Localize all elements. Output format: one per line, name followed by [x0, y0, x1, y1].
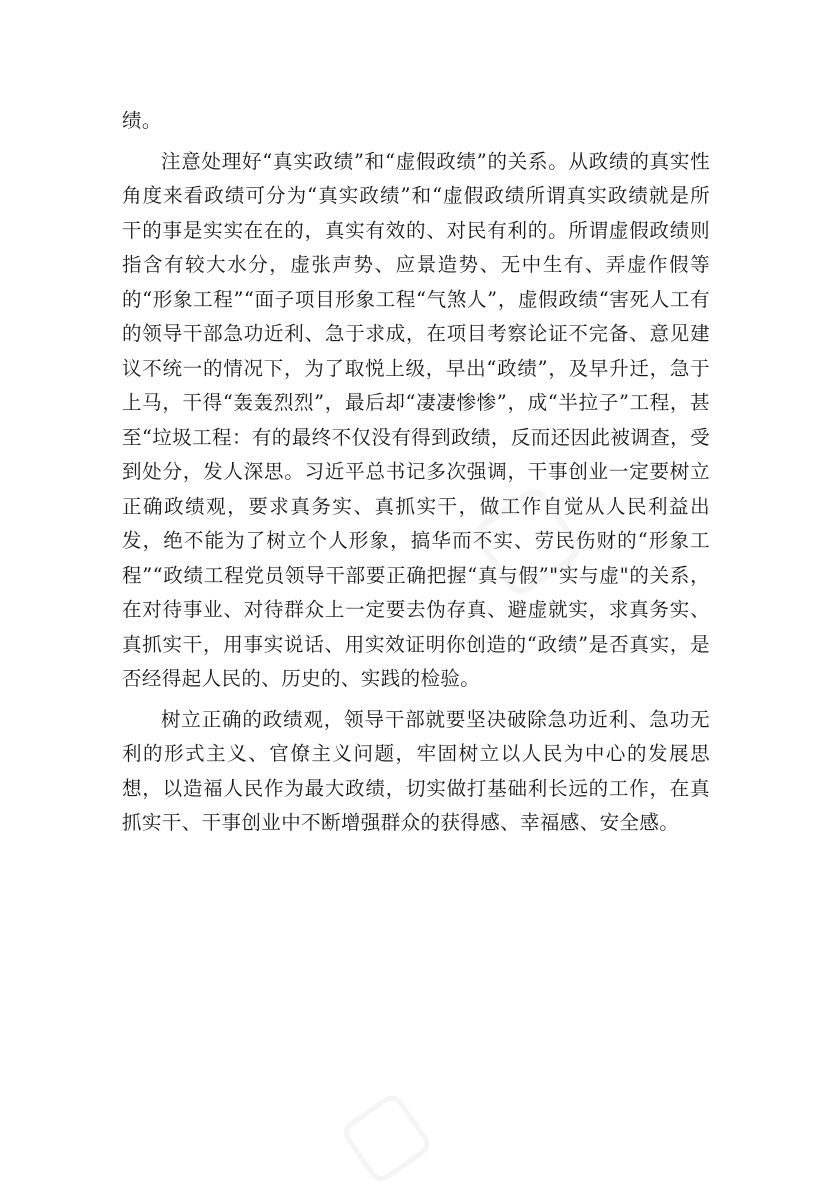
watermark-logo-bottom: ▢ [317, 1065, 448, 1200]
paragraph-real-vs-fake: 注意处理好“真实政绩”和“虚假政绩”的关系。从政绩的真实性角度来看政绩可分为“真实政绩”和“虚假政绩所谓真实政绩就是所干的事是实实在在的，真实有效的、对民有利的。所谓虚假政绩则指含有较大水分，虚张声势、应景造势、无中生有、弄虚作假等的“形象工程”“面子项目形象工程“气煞人”，虚假政绩“害死人工有的领导干部急功近利、急于求成，在项目考察论证不完备、意见建议不统一的情况下，为了取悦上级，早出“政绩”，及早升迁，急于上马，干得“轰轰烈烈”，最后却“凄凄惨惨”，成“半拉子”工程，甚至“垃圾工程：有的最终不仅没有得到政绩，反而还因此被调查，受到处分，发人深思。习近平总书记多次强调，干事创业一定要树立正确政绩观，要求真务实、真抓实干，做工作自觉从人民利益出发，绝不能为了树立个人形象，搞华而不实、劳民伤财的“形象工程”“政绩工程党员领导干部要正确把握“真与假”"实与虚"的关系，在对待事业、对待群众上一定要去伪存真、避虚就实，求真务实、真抓实干，用事实说话、用实效证明你创造的“政绩”是否真实，是否经得起人民的、历史的、实践的检验。 [122, 149, 710, 690]
paragraph-fragment: 绩。 [122, 109, 162, 132]
paragraph-correct-view: 树立正确的政绩观，领导干部就要坚决破除急功近利、急功无利的形式主义、官僚主义问题，牢固树立以人民为中心的发展思想，以造福人民作为最大政绩，切实做打基础利长远的工作，在真抓实干、干事创业中不断增强群众的获得感、幸福感、安全感。 [122, 707, 710, 834]
watermark-logo: ▢ [442, 451, 602, 617]
document-body [122, 104, 710, 841]
